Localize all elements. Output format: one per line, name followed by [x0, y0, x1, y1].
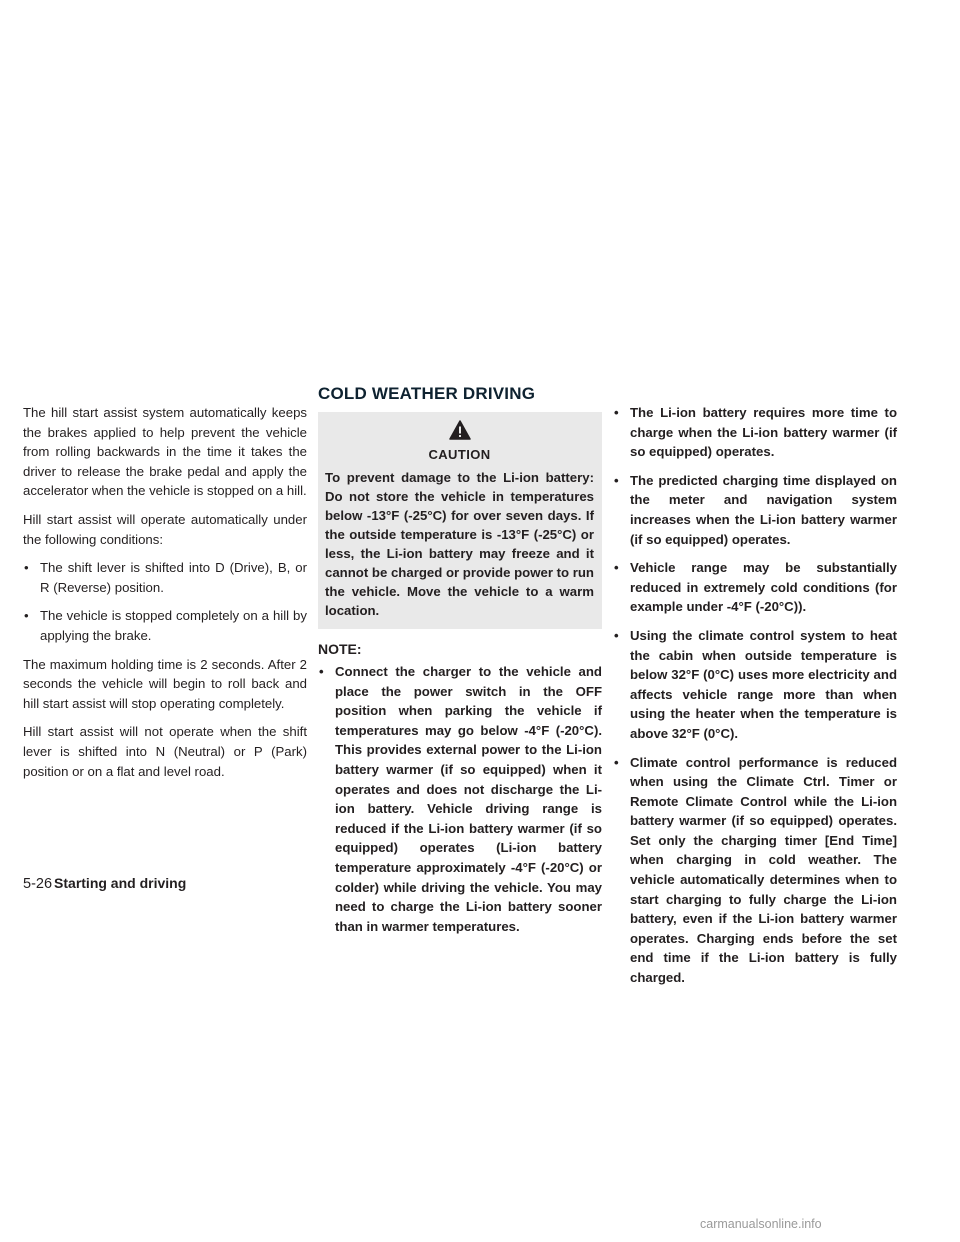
footer-section-title: Starting and driving [54, 875, 187, 891]
list-item: • Climate control performance is reduced when using the Climate Ctrl. Timer or Remote Climate Control while the Li-ion battery warmer (if so equipped) operates. Set only the charging timer [End Time] when charging in cold weather. The vehicle automatically determines when to start charging to fully charge the Li-ion battery, even if the Li-ion battery warmer operates. Charging ends before the set end time if the Li-ion battery is fully charged. [614, 754, 897, 986]
paragraph: The maximum holding time is 2 seconds. After 2 seconds the vehicle will begin to roll back and hill start assist will stop operating completely. [23, 656, 307, 711]
list-item: • The Li-ion battery requires more time to charge when the Li-ion battery warmer (if so equipped) operates. [614, 405, 897, 460]
caution-header [325, 420, 594, 464]
list-item: • Using the climate control system to heat the cabin when outside temperature is below 32°F (0°C) uses more electricity and affects vehicle range more than when using the heater when the temperature is above 32°F (0°C). [614, 627, 897, 741]
right-column [613, 403, 897, 997]
paragraph: Hill start assist will not operate when the shift lever is shifted into N (Neutral) or P (Park) position or on a flat and level road. [23, 724, 307, 779]
list-item: • Connect the charger to the vehicle and place the power switch in the OFF position when parking the vehicle if temperatures may go below -4°F (-20°C). This provides external power to the Li-ion battery warmer (if so equipped) when it operates and does not discharge the Li-ion battery. Vehicle driving range is reduced if the Li-ion battery warmer (if so equipped) operates (Li-ion battery temperature approximately -4°F (-20°C) or colder) while driving the vehicle. You may need to charge the Li-ion battery sooner than in warmer temperatures. [319, 664, 602, 934]
middle-column [318, 384, 602, 945]
watermark: carmanualsonline.info [700, 1217, 822, 1231]
caution-box [318, 412, 602, 629]
page-footer [23, 875, 186, 892]
left-column [23, 403, 307, 790]
paragraph: The hill start assist system automatically keeps the brakes applied to help prevent the vehicle from rolling backwards in the time it takes the driver to release the brake pedal and apply the accelerator when the vehicle is stopped on a hill. [23, 405, 307, 499]
list-item: • The shift lever is shifted into D (Drive), B, or R (Reverse) position. [24, 560, 307, 595]
note-list-continued [613, 403, 897, 988]
paragraph: Hill start assist will operate automatically under the following conditions: [23, 511, 307, 547]
caution-label: CAUTION [428, 447, 491, 462]
page-number: 5-26 [23, 876, 53, 892]
note-title: NOTE: [318, 641, 362, 657]
note-list [318, 662, 602, 936]
list-item: • Vehicle range may be substantially reduced in extremely cold conditions (for example under -4°F (-20°C)). [614, 560, 897, 615]
section-title: COLD WEATHER DRIVING [318, 384, 536, 403]
list-item: • The vehicle is stopped completely on a hill by applying the brake. [24, 608, 307, 643]
list-item: • The predicted charging time displayed on the meter and navigation system increases when the Li-ion battery warmer (if so equipped) operates. [614, 472, 897, 547]
conditions-list [23, 558, 307, 645]
caution-text: To prevent damage to the Li-ion battery: Do not store the vehicle in temperatures below -13°F (-25°C) for over seven days. If the outside temperature is -13°F (-25°C) or less, the Li-ion battery may freeze and it cannot be charged or provide power to run the vehicle. Move the vehicle to a warm location. [325, 470, 594, 618]
warning-triangle-icon [449, 420, 471, 440]
